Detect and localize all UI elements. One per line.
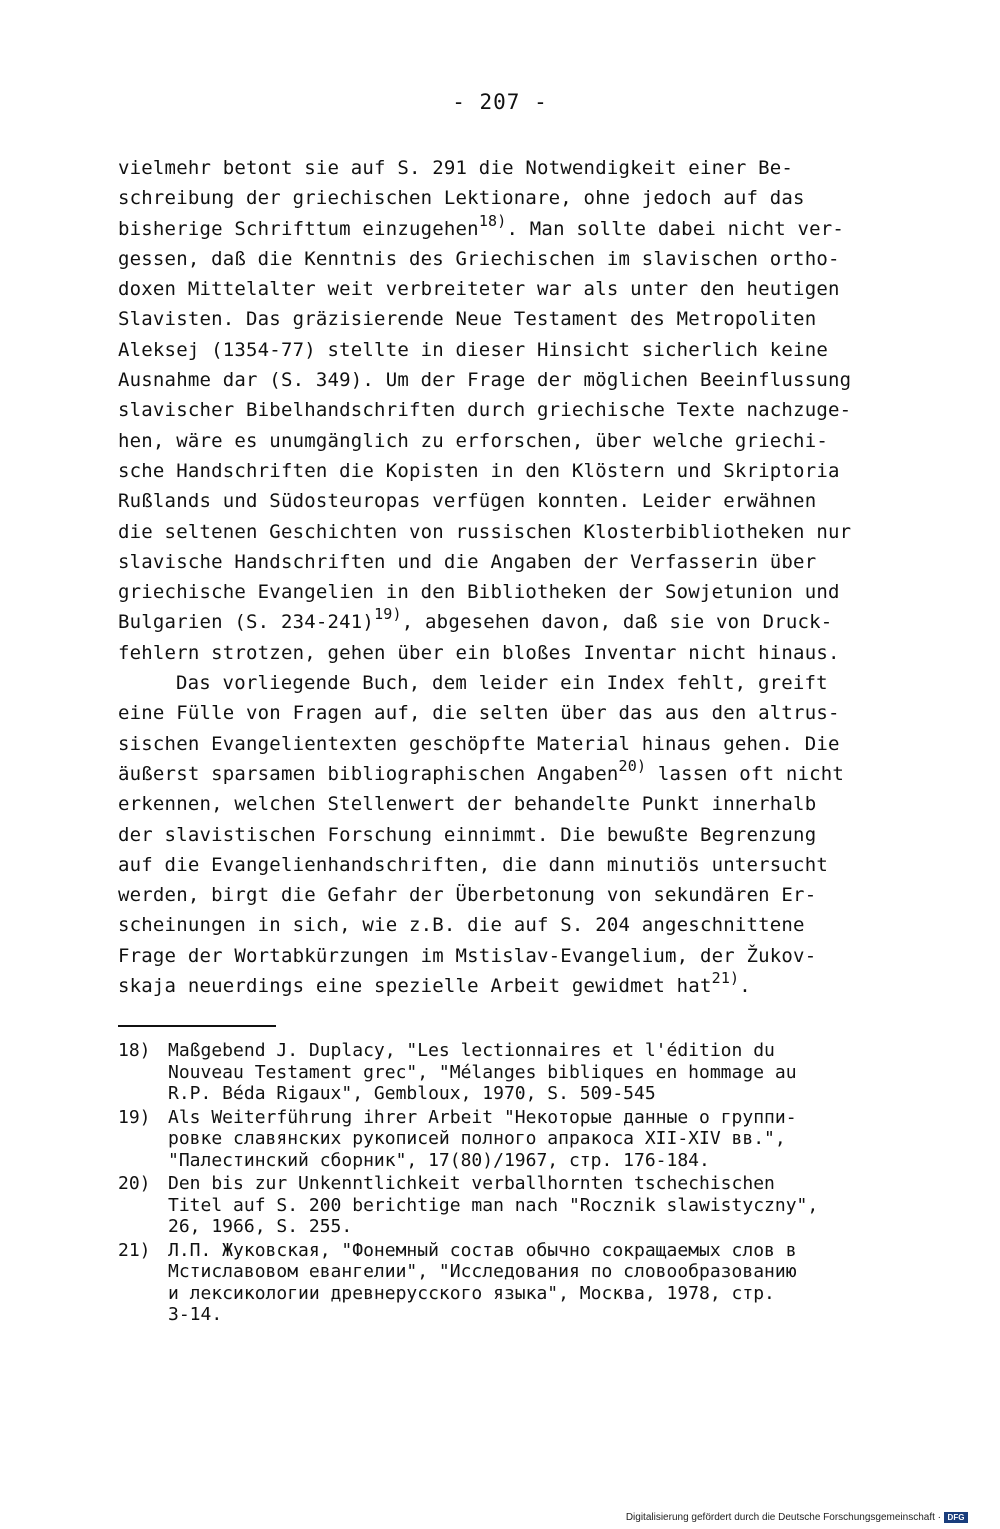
line-text: Ausnahme dar (S. 349). Um der Frage der möglichen Beeinflussung bbox=[118, 369, 852, 392]
text-line bbox=[118, 274, 898, 304]
text-line bbox=[118, 698, 898, 728]
text-line bbox=[118, 183, 898, 213]
text-line bbox=[118, 729, 898, 759]
footnote-line: Мстиславовом евангелии", "Исследования по словообразованию bbox=[168, 1261, 797, 1282]
line-text: slavische Handschriften und die Angaben der Verfasserin über bbox=[118, 550, 817, 573]
footnote-number: 20) bbox=[118, 1173, 151, 1194]
footnote-line: 26, 1966, S. 255. bbox=[168, 1216, 353, 1237]
line-text: werden, birgt die Gefahr der Überbetonung von sekundären Er- bbox=[118, 884, 817, 907]
footnote-line: и лексикологии древнерусского языка", Москва, 1978, стр. bbox=[168, 1282, 775, 1304]
dfg-credit bbox=[626, 1512, 968, 1523]
credit-text: Digitalisierung gefördert durch die Deutsche Forschungsgemeinschaft · bbox=[625, 1512, 941, 1523]
footnote-body bbox=[168, 1107, 918, 1172]
text-line bbox=[118, 820, 898, 850]
line-text: erkennen, welchen Stellenwert der behandelte Punkt innerhalb bbox=[118, 793, 817, 816]
footnote-number: 18) bbox=[118, 1040, 151, 1061]
footnote-line: 3-14. bbox=[168, 1304, 223, 1325]
line-text: griechische Evangelien in den Bibliotheken der Sowjetunion und bbox=[118, 581, 840, 604]
line-text: Rußlands und Südosteuropas verfügen konnten. Leider erwähnen bbox=[118, 490, 817, 513]
footnote-divider bbox=[118, 1025, 276, 1027]
line-text: sischen Evangelientexten geschöpfte Material hinaus gehen. Die bbox=[118, 732, 840, 755]
line-text: bisherige Schrifttum einzugehen bbox=[118, 217, 479, 240]
text-line bbox=[118, 577, 898, 607]
line-text: eine Fülle von Fragen auf, die selten über das aus den altrus- bbox=[118, 702, 840, 725]
text-line bbox=[118, 607, 898, 637]
footnotes bbox=[118, 1040, 918, 1328]
line-text: fehlern strotzen, gehen über ein bloßes Inventar nicht hinaus. bbox=[118, 641, 840, 664]
line-text: gessen, daß die Kenntnis des Griechischen im slavischen ortho- bbox=[118, 247, 840, 270]
footnote-line: R.P. Béda Rigaux", Gembloux, 1970, S. 509-545 bbox=[168, 1083, 656, 1104]
footnote-ref: 19) bbox=[374, 605, 402, 624]
text-line bbox=[118, 395, 898, 425]
line-text: Das vorliegende Buch, dem leider ein Index fehlt, greift bbox=[176, 672, 828, 695]
line-text: slavischer Bibelhandschriften durch griechische Texte nachzuge- bbox=[118, 399, 852, 422]
line-text: auf die Evangelienhandschriften, die dann minutiös untersucht bbox=[118, 853, 828, 876]
line-text-continued: . Man sollte dabei nicht ver- bbox=[506, 217, 845, 240]
text-line bbox=[118, 547, 898, 577]
text-line bbox=[118, 335, 898, 365]
footnote bbox=[118, 1173, 918, 1238]
body-text bbox=[118, 153, 898, 1001]
line-text: die seltenen Geschichten von russischen Klosterbibliotheken nur bbox=[118, 520, 852, 543]
line-text-continued: lassen oft nicht bbox=[646, 762, 845, 785]
line-text: der slavistischen Forschung einnimmt. Die bewußte Begrenzung bbox=[118, 823, 817, 846]
footnote-body bbox=[168, 1173, 918, 1238]
line-text: skaja neuerdings eine spezielle Arbeit gewidmet hat bbox=[118, 975, 712, 998]
page-number: - 207 - bbox=[452, 90, 548, 114]
footnote bbox=[118, 1107, 918, 1172]
dfg-logo-icon: DFG bbox=[944, 1512, 968, 1523]
text-line bbox=[118, 850, 898, 880]
text-line bbox=[118, 244, 898, 274]
text-line bbox=[118, 789, 898, 819]
footnote bbox=[118, 1040, 918, 1105]
footnote-line: Titel auf S. 200 berichtige man nach "Rocznik slawistyczny", bbox=[168, 1194, 819, 1216]
text-line bbox=[118, 486, 898, 516]
text-line bbox=[118, 756, 898, 789]
footnote-line: Л.П. Жуковская, "Фонемный состав обычно сокращаемых слов в bbox=[168, 1239, 797, 1261]
footnote-ref: 18) bbox=[478, 211, 507, 230]
line-text: vielmehr betont sie auf S. 291 die Notwendigkeit einer Be- bbox=[118, 157, 794, 179]
footnote-ref: 21) bbox=[711, 969, 740, 988]
footnote-line: ровке славянских рукописей полного апракоса XII-XIV вв.", bbox=[168, 1128, 786, 1149]
line-text: sche Handschriften die Kopisten in den Klöstern und Skriptoria bbox=[118, 459, 840, 482]
footnote-line: "Палестинский сборник", 17(80)/1967, стр. 176-184. bbox=[168, 1149, 710, 1171]
footnote-number: 21) bbox=[118, 1239, 151, 1261]
footnote-line: Nouveau Testament grec", "Mélanges bibliques en hommage au bbox=[168, 1061, 797, 1083]
footnote-line: Als Weiterführung ihrer Arbeit "Некоторые данные о группи- bbox=[168, 1106, 797, 1128]
text-line bbox=[118, 638, 898, 668]
footnote bbox=[118, 1240, 918, 1326]
line-text: schreibung der griechischen Lektionare, ohne jedoch auf das bbox=[118, 187, 805, 210]
footnote-ref: 20) bbox=[618, 756, 647, 775]
text-line bbox=[118, 426, 898, 456]
text-line bbox=[118, 153, 898, 183]
footnote-number: 19) bbox=[118, 1106, 151, 1128]
text-line bbox=[118, 668, 898, 698]
text-line bbox=[118, 456, 898, 486]
text-line bbox=[118, 880, 898, 910]
line-text: Frage der Wortabkürzungen im Mstislav-Evangelium, der Žukov- bbox=[118, 944, 817, 967]
text-line bbox=[118, 941, 898, 971]
footnote-body bbox=[168, 1040, 918, 1105]
footnote-line: Maßgebend J. Duplacy, "Les lectionnaires et l'édition du bbox=[168, 1040, 775, 1061]
text-line bbox=[118, 211, 898, 244]
text-line bbox=[118, 517, 898, 547]
line-text: scheinungen in sich, wie z.B. die auf S. 204 angeschnittene bbox=[118, 914, 805, 937]
line-text: Aleksej (1354-77) stellte in dieser Hinsicht sicherlich keine bbox=[118, 338, 828, 361]
footnote-line: Den bis zur Unkenntlichkeit verballhornten tschechischen bbox=[168, 1173, 775, 1194]
text-line bbox=[118, 365, 898, 395]
line-text-continued: , abgesehen davon, daß sie von Druck- bbox=[401, 611, 833, 634]
line-text-continued: . bbox=[739, 975, 751, 998]
line-text: doxen Mittelalter weit verbreiteter war als unter den heutigen bbox=[118, 278, 840, 301]
text-line bbox=[118, 304, 898, 334]
line-text: hen, wäre es unumgänglich zu erforschen, über welche griechi- bbox=[118, 429, 828, 452]
line-text: Slavisten. Das gräzisierende Neue Testament des Metropoliten bbox=[118, 308, 817, 331]
line-text: Bulgarien (S. 234-241) bbox=[118, 611, 375, 634]
text-line bbox=[118, 971, 898, 1001]
footnote-body bbox=[168, 1240, 918, 1326]
line-text: äußerst sparsamen bibliographischen Angaben bbox=[118, 762, 619, 785]
text-line bbox=[118, 910, 898, 940]
